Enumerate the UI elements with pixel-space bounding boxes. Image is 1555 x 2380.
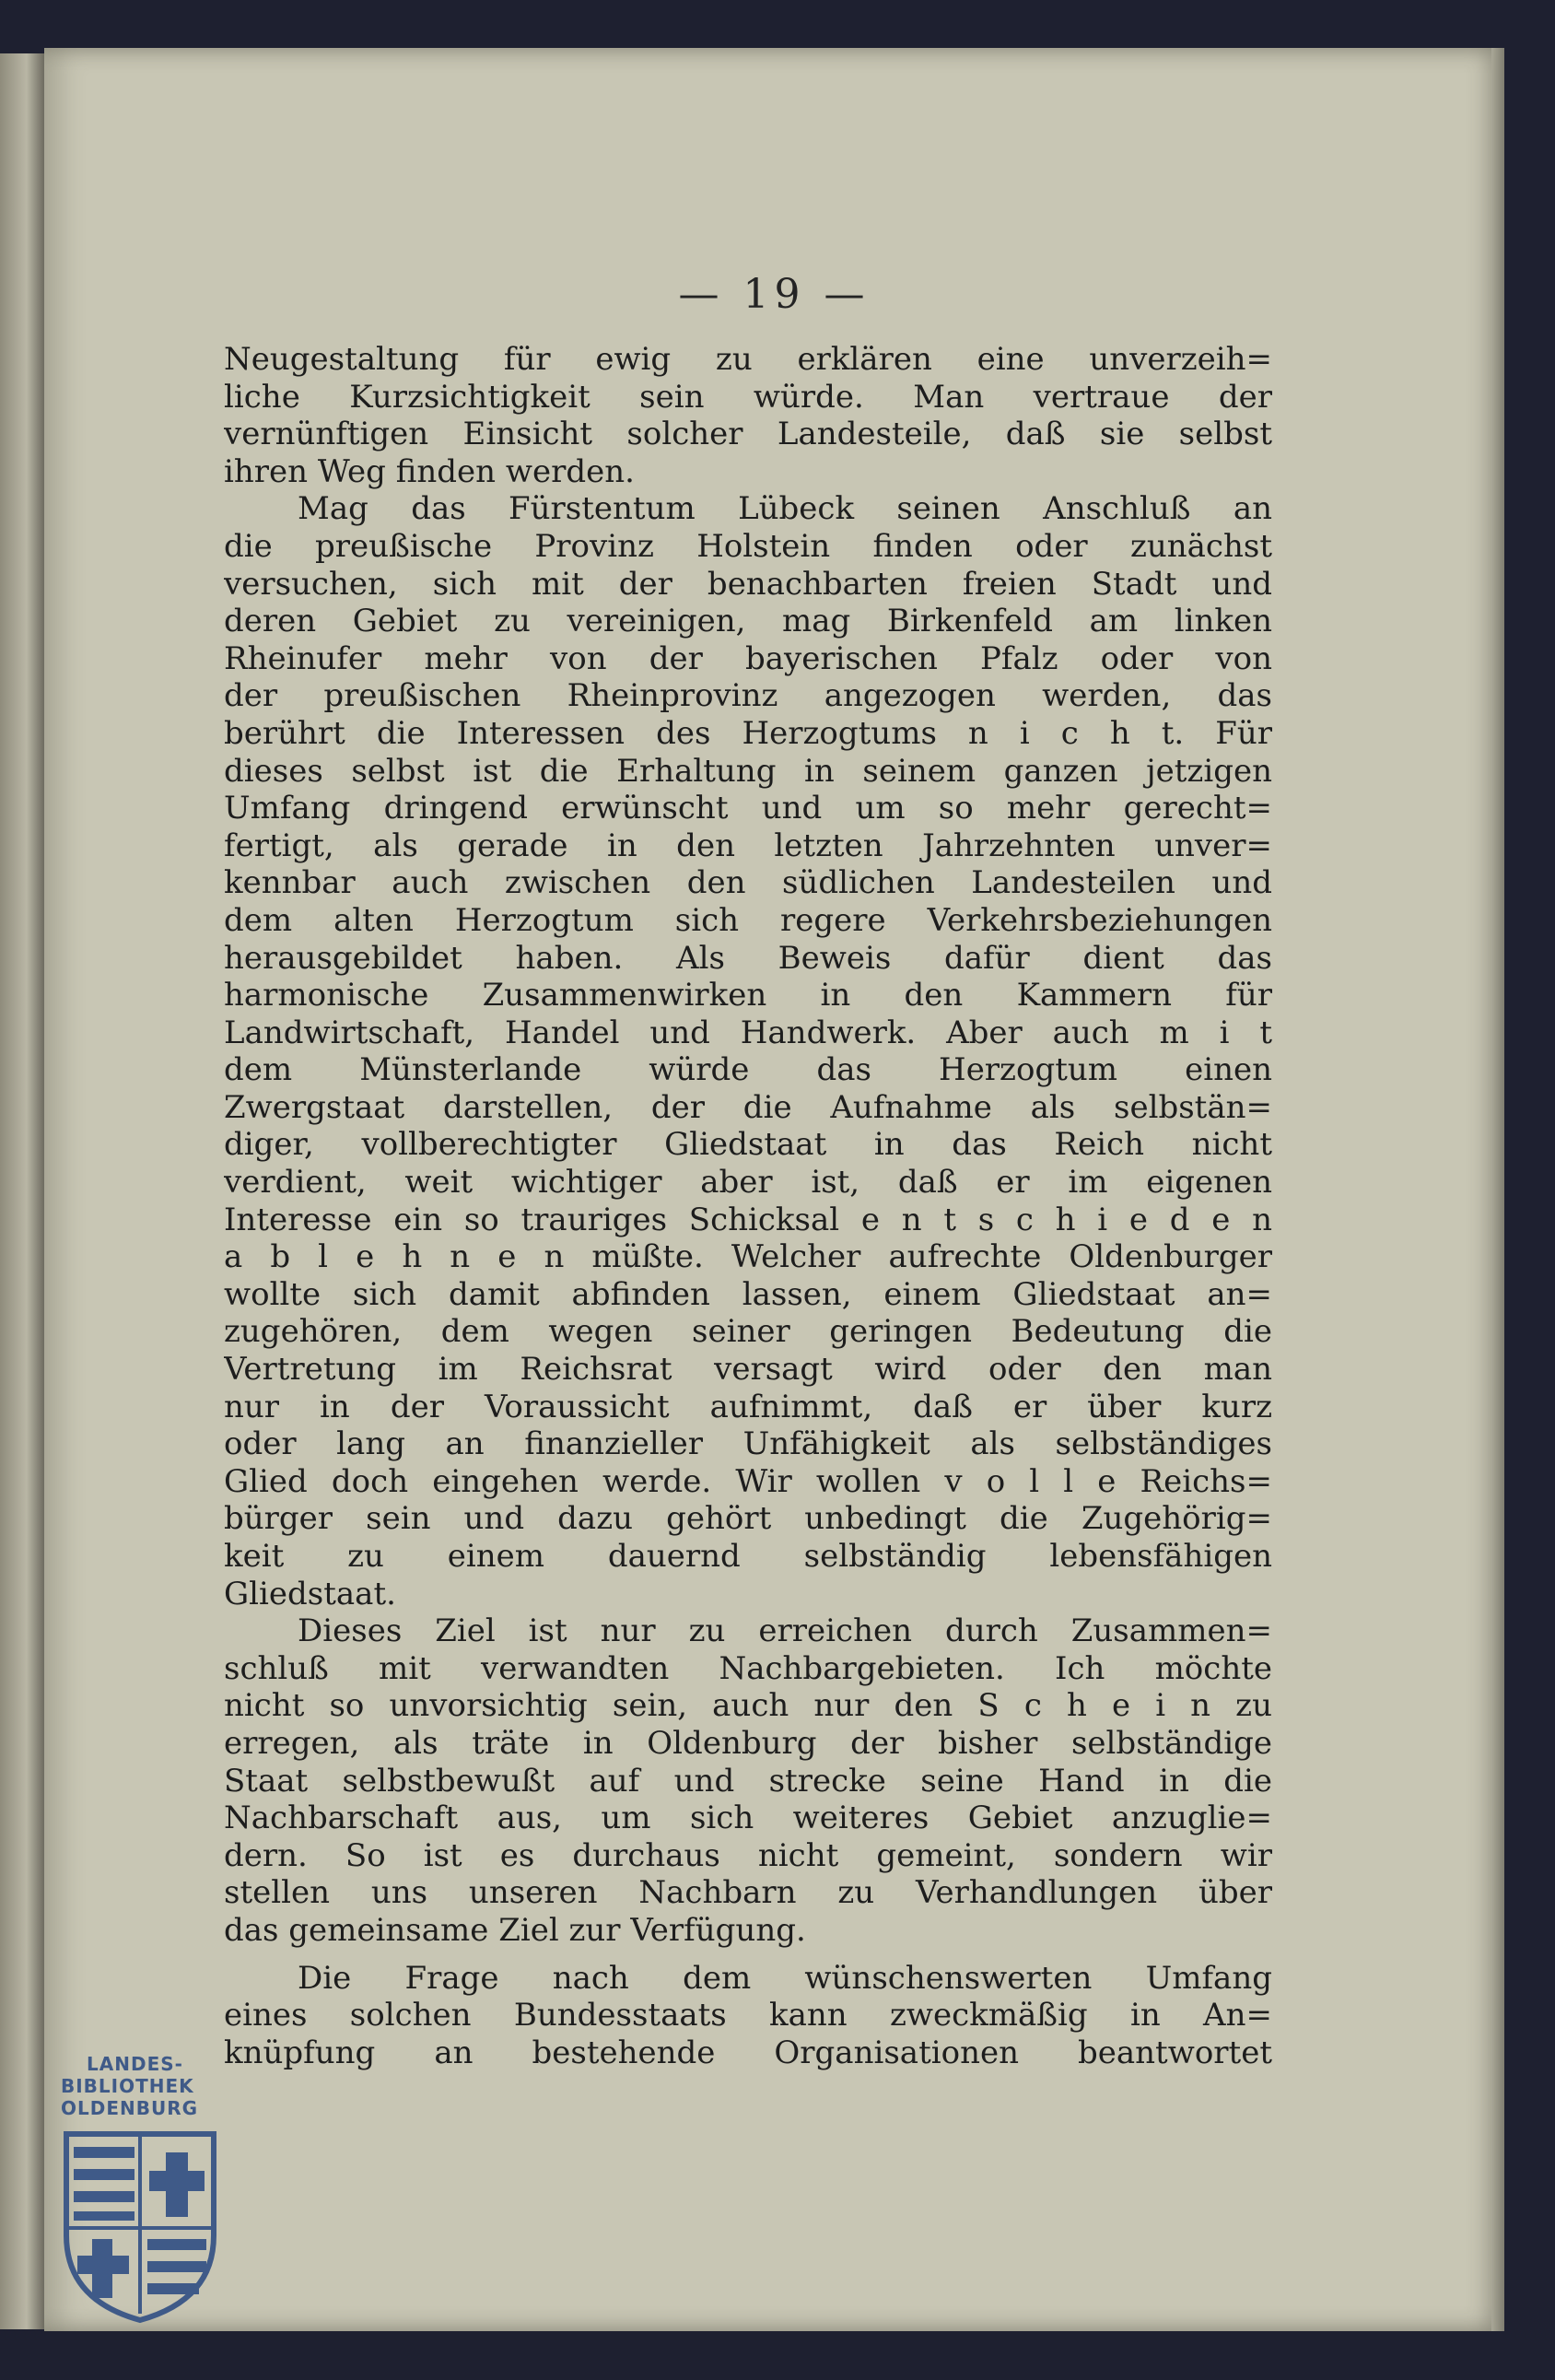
text-line: versuchen, sich mit der benachbarten freien Stadt und [224,565,1272,603]
text-line: Die Frage nach dem wünschenswerten Umfang [298,1959,1272,1997]
text-line: bürger sein und dazu gehört unbedingt die Zugehörig= [224,1500,1272,1538]
text-line: Nachbarschaft aus, um sich weiteres Gebiet anzuglie= [224,1800,1272,1837]
text-line: Interesse ein so trauriges Schicksal e n t s c h i e d e n [224,1201,1272,1238]
text-line: dem Münsterlande würde das Herzogtum einen [224,1051,1272,1089]
paragraph-gap [224,1950,1272,1960]
text-line: ihren Weg finden werden. [224,452,635,490]
text-line: knüpfung an bestehende Organisationen beantwortet [224,2034,1272,2071]
text-line: harmonische Zusammenwirken in den Kammern für [224,977,1272,1014]
text-line: fertigt, als gerade in den letzten Jahrzehnten unver= [224,827,1272,864]
text-line: herausgebildet haben. Als Beweis dafür dient das [224,939,1272,977]
text-line: deren Gebiet zu vereinigen, mag Birkenfeld am linken [224,603,1272,640]
library-stamp [57,2053,241,2329]
text-line: Rheinufer mehr von der bayerischen Pfalz oder von [224,639,1272,677]
text-line: verdient, weit wichtiger aber ist, daß er im eigenen [224,1164,1272,1202]
text-line: Zwergstaat darstellen, der die Aufnahme als selbstän= [224,1088,1272,1126]
text-line: berührt die Interessen des Herzogtums n i c h t. Für [224,714,1272,752]
text-line: keit zu einem dauernd selbständig lebensfähigen [224,1538,1272,1575]
text-line: diger, vollberechtigter Gliedstaat in das Reich nicht [224,1126,1272,1164]
library-stamp-text [61,2053,241,2119]
body-text [224,341,1272,2071]
text-line: Umfang dringend erwünscht und um so mehr gerecht= [224,790,1272,827]
stamp-line-3: OLDENBURG [61,2097,199,2119]
text-line: der preußischen Rheinprovinz angezogen werden, das [224,677,1272,715]
text-line: Landwirtschaft, Handel und Handwerk. Aber auch m i t [224,1014,1272,1051]
text-line: Neugestaltung für ewig zu erklären eine unverzeih= [224,341,1272,378]
text-line: wollte sich damit abfinden lassen, einem Gliedstaat an= [224,1275,1272,1313]
book-page [44,48,1504,2331]
text-line: zugehören, dem wegen seiner geringen Bedeutung die [224,1313,1272,1351]
text-line: a b l e h n e n müßte. Welcher aufrechte Oldenburger [224,1238,1272,1276]
text-line: Vertretung im Reichsrat versagt wird oder den man [224,1351,1272,1389]
text-line: Dieses Ziel ist nur zu erreichen durch Zusammen= [298,1612,1272,1650]
facing-page-edge [0,53,44,2329]
page-edge-shadow [1491,48,1504,2331]
text-line: nicht so unvorsichtig sein, auch nur den S c h e i n zu [224,1687,1272,1725]
stamp-line-2: BIBLIOTHEK [61,2075,194,2097]
page-number: — 19 — [678,271,871,318]
text-line: dieses selbst ist die Erhaltung in seinem ganzen jetzigen [224,752,1272,790]
text-line: schluß mit verwandten Nachbargebieten. Ich möchte [224,1649,1272,1687]
text-line: nur in der Voraussicht aufnimmt, daß er über kurz [224,1388,1272,1425]
text-line: stellen uns unseren Nachbarn zu Verhandlungen über [224,1874,1272,1912]
text-line: liche Kurzsichtigkeit sein würde. Man vertraue der [224,378,1272,416]
text-line: dem alten Herzogtum sich regere Verkehrsbeziehungen [224,901,1272,939]
text-line: Glied doch eingehen werde. Wir wollen v o l l e Reichs= [224,1462,1272,1500]
text-line: Staat selbstbewußt auf und strecke seine Hand in die [224,1762,1272,1800]
coat-of-arms-icon [57,2125,223,2327]
text-line: vernünftigen Einsicht solcher Landesteile, daß sie selbst [224,416,1272,453]
text-line: eines solchen Bundesstaats kann zweckmäßig in An= [224,1997,1272,2034]
stamp-line-1: LANDES- [87,2053,183,2075]
text-line: erregen, als träte in Oldenburg der bisher selbständige [224,1724,1272,1762]
text-line: oder lang an finanzieller Unfähigkeit als selbständiges [224,1425,1272,1463]
text-line: dern. So ist es durchaus nicht gemeint, sondern wir [224,1836,1272,1874]
text-line: das gemeinsame Ziel zur Verfügung. [224,1911,806,1949]
text-line: Mag das Fürstentum Lübeck seinen Anschluß an [298,490,1272,528]
text-line: die preußische Provinz Holstein finden oder zunächst [224,527,1272,565]
text-line: Gliedstaat. [224,1575,396,1612]
text-line: kennbar auch zwischen den südlichen Landesteilen und [224,864,1272,902]
